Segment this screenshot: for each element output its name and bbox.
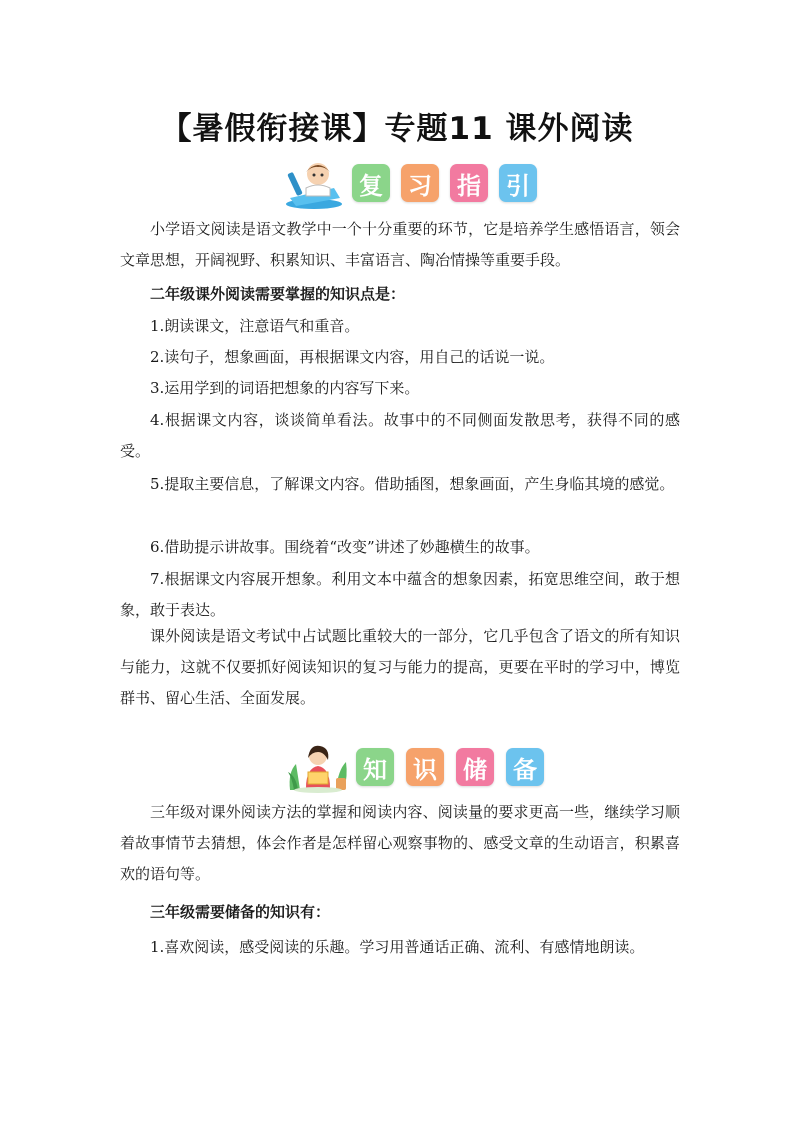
- summary-paragraph: 课外阅读是语文考试中占试题比重较大的一部分，它几乎包含了语文的所有知识与能力，这就不仅要抓好阅读知识的复习与能力的提高，更要在平时的学习中，博览群书、留心生活、全面发展。: [120, 627, 680, 707]
- review-char-tile-1: 复: [352, 164, 390, 202]
- intro-paragraph: 小学语文阅读是语文教学中一个十分重要的环节，它是培养学生感悟语言，领会文章思想，开阔视野、积累知识、丰富语言、陶冶情操等重要手段。: [120, 220, 680, 269]
- boy-writing-icon: [284, 158, 348, 210]
- knowledge-banner: [0, 742, 794, 794]
- knowledge-char-tile-1: 知: [356, 748, 394, 786]
- grade3-paragraph: 三年级对课外阅读方法的掌握和阅读内容、阅读量的要求更高一些，继续学习顺着故事情节去猜想，体会作者是怎样留心观察事物的、感受文章的生动语言，积累喜欢的语句等。: [120, 803, 680, 883]
- knowledge-char-tile-2: 识: [406, 748, 444, 786]
- grade3-item-1: 1.喜欢阅读，感受阅读的乐趣。学习用普通话正确、流利、有感情地朗读。: [150, 938, 645, 956]
- grade2-item-5: 5.提取主要信息，了解课文内容。借助插图，想象画面，产生身临其境的感觉。: [150, 475, 675, 493]
- grade2-item-2: 2.读句子，想象画面，再根据课文内容，用自己的话说一说。: [150, 348, 555, 366]
- grade2-heading: 二年级课外阅读需要掌握的知识点是：: [150, 285, 406, 303]
- grade2-item-1: 1.朗读课文，注意语气和重音。: [150, 317, 360, 335]
- grade2-item-4: 4.根据课文内容，谈谈简单看法。故事中的不同侧面发散思考，获得不同的感受。: [120, 411, 680, 460]
- page-title: 【暑假衔接课】专题11 课外阅读: [160, 111, 634, 147]
- knowledge-char-tile-4: 备: [506, 748, 544, 786]
- review-char-tile-2: 习: [401, 164, 439, 202]
- grade2-item-7: 7.根据课文内容展开想象。利用文本中蕴含的想象因素，拓宽思维空间，敢于想象，敢于表达。: [120, 570, 680, 619]
- review-guide-banner: [0, 158, 794, 210]
- review-char-tile-4: 引: [499, 164, 537, 202]
- grade2-item-6: 6.借助提示讲故事。围绕着“改变”讲述了妙趣横生的故事。: [150, 538, 540, 556]
- grade2-item-3: 3.运用学到的词语把想象的内容写下来。: [150, 379, 420, 397]
- review-char-tile-3: 指: [450, 164, 488, 202]
- knowledge-char-tile-3: 储: [456, 748, 494, 786]
- grade3-heading: 三年级需要储备的知识有：: [150, 903, 331, 921]
- girl-reading-icon: [286, 742, 350, 794]
